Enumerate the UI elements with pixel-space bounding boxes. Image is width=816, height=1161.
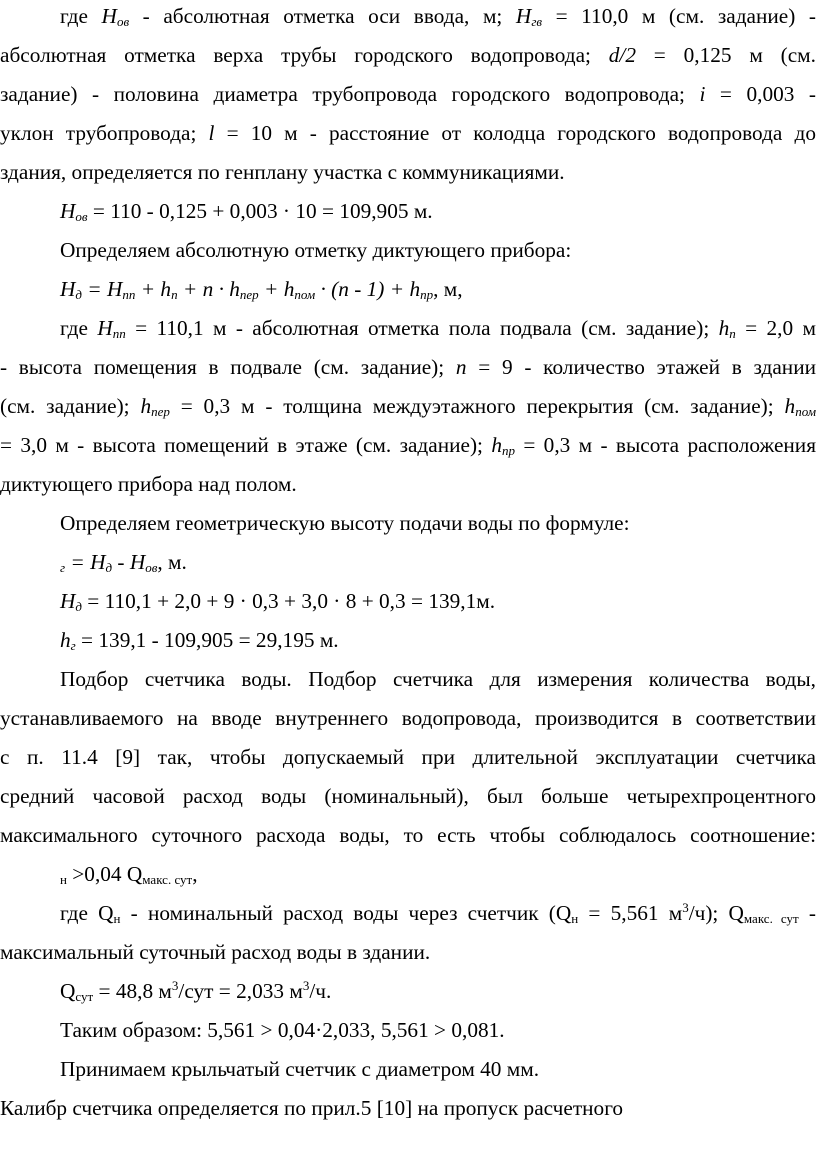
text-line-28: Принимаем крыльчатый счетчик с диаметром 40 мм.	[60, 1057, 540, 1081]
text-line-10: - высота помещения в подвале (см. задание); n = 9 - количество этажей в здании	[0, 355, 816, 379]
text-line-4: уклон трубопровода; l = 10 м - расстояние от колодца городского водопровода до	[0, 121, 816, 145]
formula-qsut: $Q_{сут} = 48,8$ $м^3$/сут = 2,033 $м^3/ч$.	[60, 978, 332, 1004]
formula-hg-values: $h_г = 139,1 - 109,905 = 29,195$ м.	[60, 628, 339, 653]
text-line-19: устанавливаемого на вводе внутреннего водопровода, производится в соответствии	[0, 706, 816, 730]
text-line-7: Определяем абсолютную отметку диктующего прибора:	[60, 238, 572, 262]
text-line-9: где $H_{пп} = 110,1$ м - абсолютная отметка пола подвала (см. задание); $h_п = 2,0$ м	[60, 316, 816, 341]
text-line-25: максимальный суточный расход воды в здании.	[0, 940, 431, 964]
formula-hd-values: $H_д = 110,1 + 2,0 + 9 \cdot 0,3 + 3,0 \cdot 8 + 0,3 = 139,1м$.	[60, 589, 496, 614]
text-line-29: Калибр счетчика определяется по прил.5 [10] на пропуск расчетного	[0, 1096, 624, 1120]
formula-hg-general: $г = H_д - H_{ов}$, м.	[60, 550, 187, 575]
text-line-21: средний часовой расход воды (номинальный), был больше четырехпроцентного	[0, 784, 816, 808]
formula-hd: $H_д = H_{пп} + h_п + n \cdot h_{пер} + h_{пом} \cdot (n - 1) + h_{пр}$, м,	[60, 277, 463, 302]
formula-hov: $H_{ов} = 110 - 0,125 + 0,003 \cdot 10 = 109,905$ м.	[60, 199, 433, 224]
formula-ratio: н >0,04 $Q_{макс. сут}$,	[60, 862, 198, 887]
text-line-27: Таким образом: 5,561 > 0,04·2,033, 5,561 > 0,081.	[60, 1018, 505, 1042]
text-line-22: максимального суточного расхода воды, то есть чтобы соблюдалось соотношение:	[0, 823, 816, 847]
text-line-12: = 3,0 м - высота помещений в этаже (см. задание); $h_{пр} = 0,3$ м - высота расположения	[0, 433, 816, 458]
text-line-18: Подбор счетчика воды. Подбор счетчика для измерения количества воды,	[60, 667, 816, 691]
text-line-11: (см. задание); $h_{пер} = 0,3$ м - толщина междуэтажного перекрытия (см. задание); $h_{пом}$	[0, 394, 816, 419]
text-line-13: диктующего прибора над полом.	[0, 472, 297, 496]
text-line-24: где $Q_н$ - номинальный расход воды через счетчик ($Q_н = 5,561$ $м^3/ч$); $Q_{макс. сут}$ -	[60, 900, 816, 926]
text-line-3: задание) - половина диаметра трубопровода городского водопровода; i = 0,003 -	[0, 82, 816, 106]
text-line-14: Определяем геометрическую высоту подачи воды по формуле:	[60, 511, 630, 535]
text-line-5: здания, определяется по генплану участка с коммуникациями.	[0, 160, 565, 184]
text-line-1: где $H_{ов}$ - абсолютная отметка оси ввода, м; $H_{гв} = 110,0$ м (см. задание) -	[60, 4, 816, 29]
text-line-20: с п. 11.4 [9] так, чтобы допускаемый при длительной эксплуатации счетчика	[0, 745, 816, 769]
text-line-2: абсолютная отметка верха трубы городского водопровода; d/2 = 0,125 м (см.	[0, 43, 816, 67]
